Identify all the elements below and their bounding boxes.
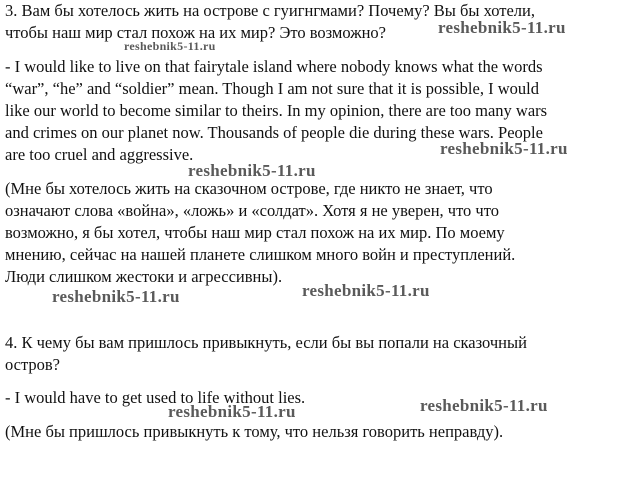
answer-3-en-line-5: are too cruel and aggressive. [5,145,194,164]
watermark: reshebnik5-11.ru [52,287,180,306]
watermark: reshebnik5-11.ru [188,161,316,180]
question-4-line-1: 4. К чему бы вам пришлось привыкнуть, если бы вы попали на сказочный [5,333,527,352]
answer-4-ru-line-1: (Мне бы пришлось привыкнуть к тому, что нельзя говорить неправду). [5,422,504,441]
watermark: reshebnik5-11.ru [168,402,296,421]
watermark: reshebnik5-11.ru [438,18,566,37]
answer-3-en-line-4: and crimes on our planet now. Thousands of people die during these wars. People [5,123,543,142]
answer-4-en-line-1: - I would have to get used to life without lies. [5,388,306,407]
watermark: reshebnik5-11.ru [440,139,568,158]
answer-3-ru-line-1: (Мне бы хотелось жить на сказочном острове, где никто не знает, что [5,179,493,198]
watermark: reshebnik5-11.ru [124,39,216,53]
question-3-line-1: 3. Вам бы хотелось жить на острове с гуигнгмами? Почему? Вы бы хотели, [5,1,535,20]
answer-3-ru-line-5: Люди слишком жестоки и агрессивны). [5,267,283,286]
answer-3-en-line-1: - I would like to live on that fairytale island where nobody knows what the words [5,57,543,76]
answer-3-ru-line-3: возможно, я бы хотел, чтобы наш мир стал похож на их мир. По моему [5,223,505,242]
answer-3-en-line-2: “war”, “he” and “soldier” mean. Though I am not sure that it is possible, I would [5,79,539,98]
question-4-line-2: остров? [5,355,61,374]
watermark: reshebnik5-11.ru [302,281,430,300]
answer-3-ru-line-4: мнению, сейчас на нашей планете слишком много войн и преступлений. [5,245,516,264]
watermark: reshebnik5-11.ru [420,396,548,415]
answer-3-ru-line-2: означают слова «война», «ложь» и «солдат». Хотя я не уверен, что что [5,201,499,220]
answer-3-en-line-3: like our world to become similar to theirs. In my opinion, there are too many wars [5,101,548,120]
question-3-line-2: чтобы наш мир стал похож на их мир? Это возможно? [5,23,387,42]
